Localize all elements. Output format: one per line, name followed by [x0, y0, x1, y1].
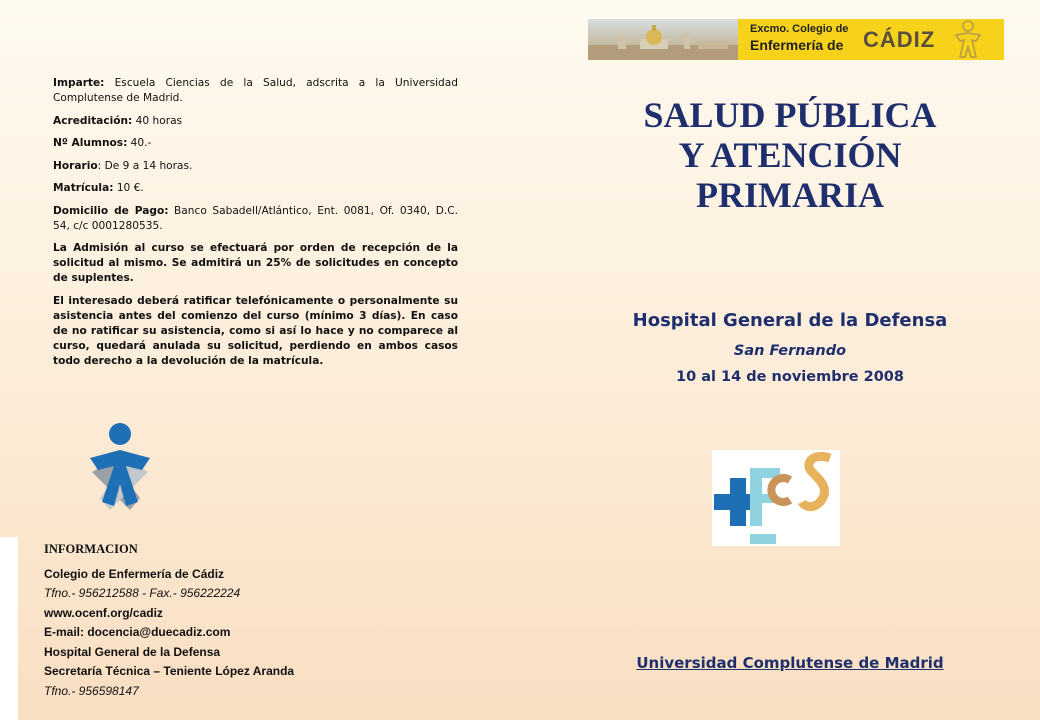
- title-line-3: PRIMARIA: [696, 175, 884, 215]
- banner-line-1: Excmo. Colegio de: [750, 23, 849, 35]
- college-banner: [588, 19, 1004, 60]
- school-logo-icon: [80, 420, 160, 520]
- city-skyline-icon: [588, 19, 738, 60]
- contact-hospital: Hospital General de la Defensa: [44, 644, 221, 659]
- event-hospital: Hospital General de la Defensa: [632, 310, 948, 331]
- info-acreditacion: Acreditación: 40 horas: [53, 114, 183, 127]
- contact-email-link[interactable]: E-mail: docencia@duecadiz.com: [44, 625, 231, 639]
- info-matricula: Matrícula: 10 €.: [53, 182, 144, 194]
- banner-line-2: Enfermería de: [750, 37, 844, 53]
- contact-web-link[interactable]: www.ocenf.org/cadiz: [44, 605, 163, 620]
- event-dates: 10 al 14 de noviembre 2008: [676, 369, 904, 385]
- info-imparte: Imparte: Escuela Ciencias de la Salud, adscrita a la Universidad Complutense de Madrid.: [53, 77, 458, 104]
- course-info: [53, 76, 458, 376]
- contact-phone-fax: Tfno.- 956212588 - Fax.- 956222224: [44, 586, 241, 600]
- title-line-2: Y ATENCIÓN: [678, 135, 902, 175]
- banner-city: CÁDIZ: [863, 27, 936, 52]
- info-alumnos: Nº Alumnos: 40.-: [53, 137, 152, 149]
- contact-org: Colegio de Enfermería de Cádiz: [44, 566, 225, 581]
- info-horario: Horario: De 9 a 14 horas.: [53, 159, 193, 172]
- contact-secretaria: Secretaría Técnica – Teniente López Aranda: [44, 664, 295, 678]
- contact-info: [44, 540, 294, 701]
- course-title: [560, 95, 1020, 215]
- info-ratificar: El interesado deberá ratificar telefónicamente o personalmente su asistencia antes del comienzo del curso (mínimo 3 días). En caso de no ratificar su asistencia, como si así lo hace y no comparece al curso, quedará anulada su solicitud, perdiendo en ambos casos todo derecho a la devolución de la matrícula.: [53, 294, 458, 367]
- event-details: [560, 310, 1020, 385]
- nursing-figure-icon: [938, 19, 998, 60]
- university-footer: Universidad Complutense de Madrid: [636, 654, 944, 672]
- page-edge-strip: [0, 537, 18, 720]
- info-admision: La Admisión al curso se efectuará por orden de recepción de la solicitud al mismo. Se admitirá un 25% de solicitudes en concepto de suplentes.: [53, 242, 458, 284]
- contact-phone-2: Tfno.- 956598147: [44, 683, 139, 698]
- info-pago: Domicilio de Pago: Banco Sabadell/Atlántico, Ent. 0081, Of. 0340, D.C. 54, c/c 0001280535.: [53, 204, 458, 232]
- ecs-logo-icon: [712, 450, 840, 546]
- title-line-1: SALUD PÚBLICA: [643, 95, 937, 135]
- banner-city-photo: [588, 19, 738, 60]
- event-city: San Fernando: [733, 343, 847, 359]
- contact-heading: INFORMACION: [44, 542, 138, 556]
